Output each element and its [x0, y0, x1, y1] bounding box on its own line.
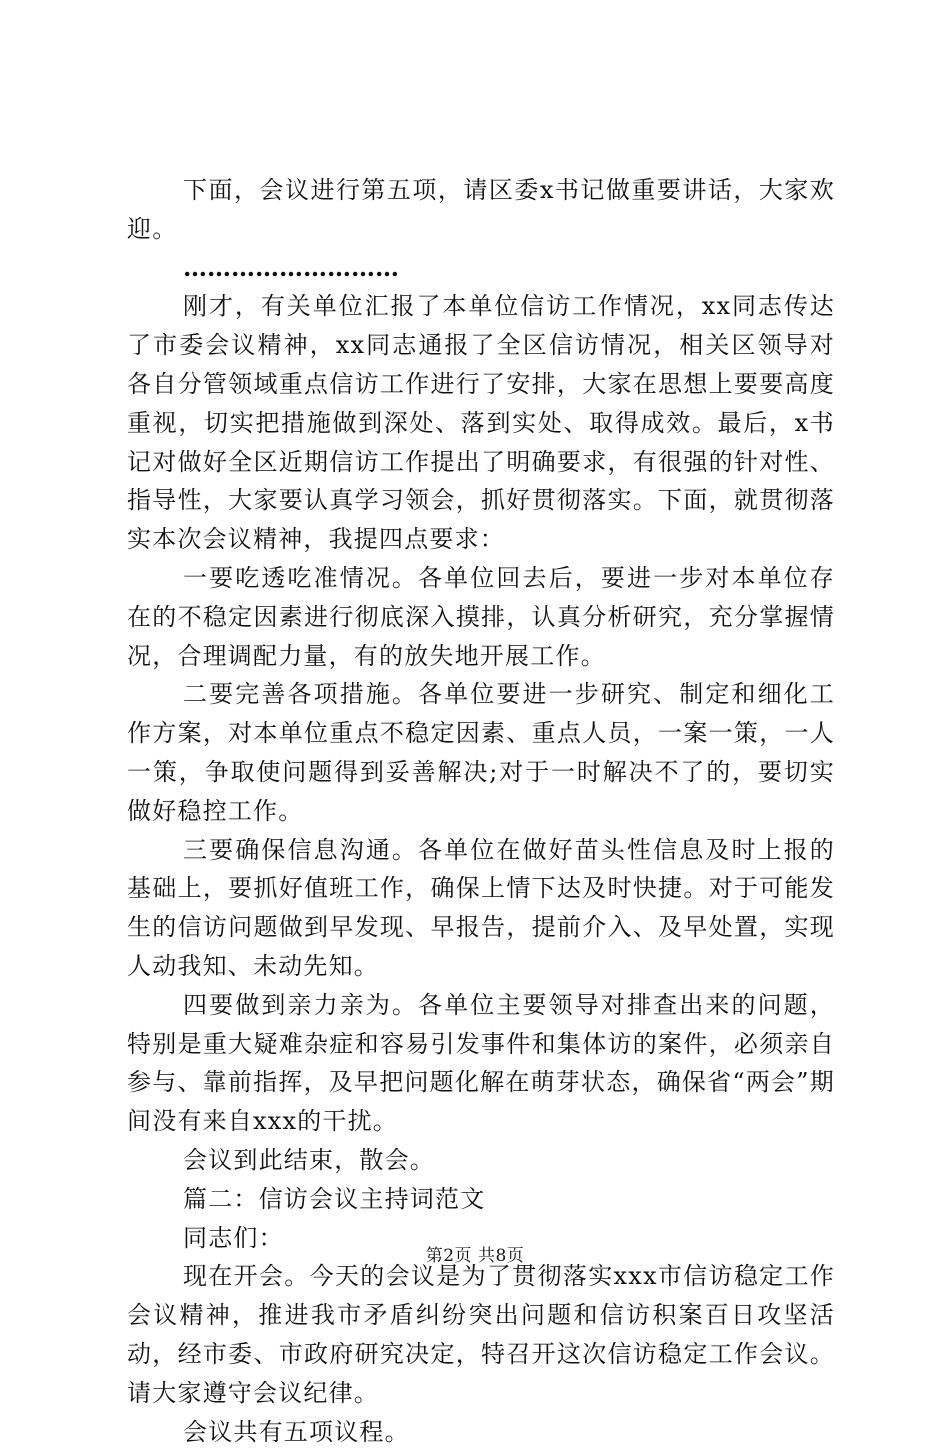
page-number-footer: 第2页 共8页: [0, 1241, 950, 1266]
paragraph-closing: 会议到此结束，散会。: [127, 1141, 835, 1180]
ellipsis-separator: ………………………: [127, 249, 835, 288]
paragraph-summary: 刚才，有关单位汇报了本单位信访工作情况，xx同志传达了市委会议精神，xx同志通报了全区信访情况，相关区领导对各自分管领域重点信访工作进行了安排，大家在思想上要要高度重视，切实把措施做到深处、落到实处、取得成效。最后，x书记对做好全区近期信访工作提出了明确要求，有很强的针对性、指导性，大家要认真学习领会，抓好贯彻落实。下面，就贯彻落实本次会议精神，我提四点要求：: [127, 287, 835, 559]
paragraph-salutation: 同志们：: [127, 1219, 835, 1258]
paragraph-speech-intro: 下面，会议进行第五项，请区委x书记做重要讲话，大家欢迎。: [127, 171, 835, 249]
paragraph-requirement-2: 二要完善各项措施。各单位要进一步研究、制定和细化工作方案，对本单位重点不稳定因素、重点人员，一案一策，一人一策，争取使问题得到妥善解决;对于一时解决不了的，要切实做好稳控工作。: [127, 675, 835, 830]
paragraph-opening: 现在开会。今天的会议是为了贯彻落实xxx市信访稳定工作会议精神，推进我市矛盾纠纷突出问题和信访积案百日攻坚活动，经市委、市政府研究决定，特召开这次信访稳定工作会议。请大家遵守会议纪律。: [127, 1257, 835, 1412]
paragraph-requirement-3: 三要确保信息沟通。各单位在做好苗头性信息及时上报的基础上，要抓好值班工作，确保上情下达及时快捷。对于可能发生的信访问题做到早发现、早报告，提前介入、及早处置，实现人动我知、未动先知。: [127, 831, 835, 986]
paragraph-requirement-4: 四要做到亲力亲为。各单位主要领导对排查出来的问题，特别是重大疑难杂症和容易引发事件和集体访的案件，必须亲自参与、靠前指挥，及早把问题化解在萌芽状态，确保省“两会”期间没有来自xxx的干扰。: [127, 986, 835, 1141]
paragraph-requirement-1: 一要吃透吃准情况。各单位回去后，要进一步对本单位存在的不稳定因素进行彻底深入摸排，认真分析研究，充分掌握情况，合理调配力量，有的放失地开展工作。: [127, 559, 835, 675]
paragraph-agenda: 会议共有五项议程。: [127, 1413, 835, 1451]
section-heading: 篇二：信访会议主持词范文: [127, 1180, 835, 1219]
